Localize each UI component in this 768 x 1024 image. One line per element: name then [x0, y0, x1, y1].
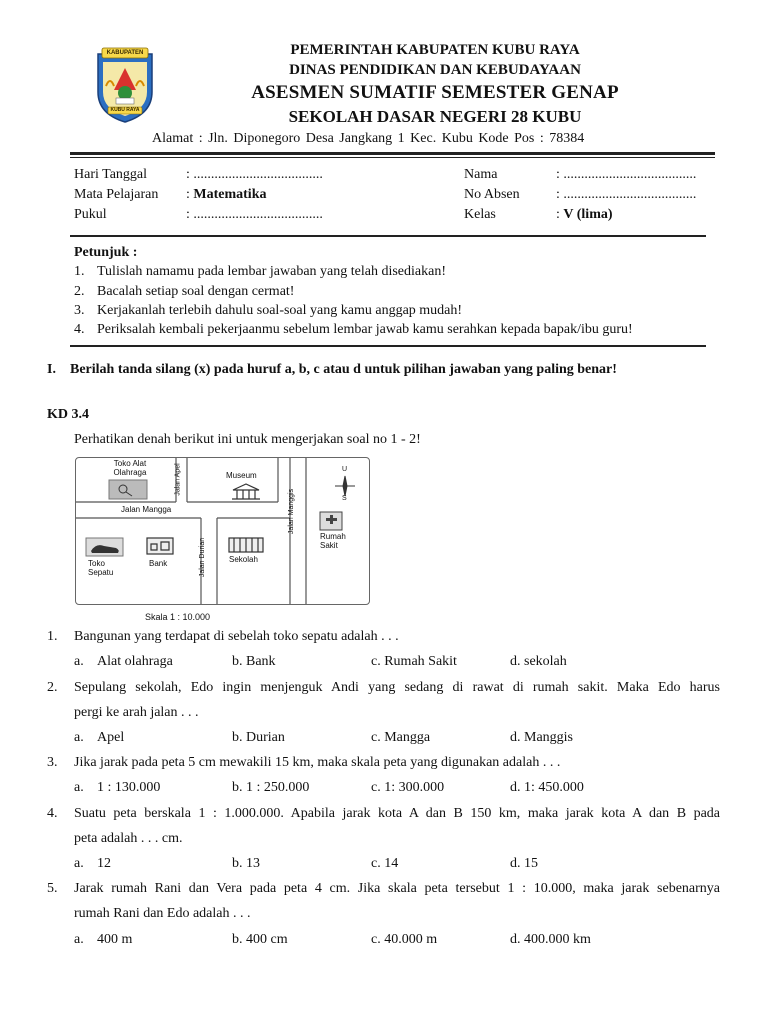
petunjuk-title: Petunjuk :	[74, 245, 138, 260]
map-label-sekolah: Sekolah	[229, 555, 258, 564]
option-text: 400 m	[97, 932, 133, 947]
option-b[interactable]: b. 1 : 250.000	[232, 780, 310, 795]
option-c[interactable]: c. 1: 300.000	[371, 780, 445, 795]
museum-icon	[232, 484, 260, 499]
map-label-toko-sepatu: Toko Sepatu	[88, 559, 114, 577]
map-intro: Perhatikan denah berikut ini untuk mengerjakan soal no 1 - 2!	[74, 432, 421, 447]
question-number: 5.	[47, 881, 58, 896]
compass-icon	[335, 476, 355, 496]
map-roads	[76, 458, 369, 604]
option-letter[interactable]: a.	[74, 654, 84, 669]
compass-label-s: S	[342, 495, 347, 502]
mapel-label: Mata Pelajaran	[74, 187, 159, 202]
header-divider-thick	[70, 152, 715, 155]
question-text: Sepulang sekolah, Edo ingin menjenguk Andi yang sedang di rawat di rumah sakit. Maka Edo harus	[74, 680, 720, 695]
header-government: PEMERINTAH KABUPATEN KUBU RAYA	[290, 42, 580, 58]
option-d[interactable]: d. sekolah	[510, 654, 567, 669]
option-b[interactable]: b. Durian	[232, 730, 285, 745]
hospital-icon	[320, 512, 342, 530]
sports-store-icon	[109, 480, 147, 499]
petunjuk-item: Tulislah namamu pada lembar jawaban yang telah disediakan!	[97, 264, 446, 279]
kd-label: KD 3.4	[47, 407, 89, 422]
map-scale: Skala 1 : 10.000	[145, 612, 211, 622]
petunjuk-item: Bacalah setiap soal dengan cermat!	[97, 284, 295, 299]
option-letter[interactable]: a.	[74, 932, 84, 947]
option-letter[interactable]: a.	[74, 730, 84, 745]
nama-field[interactable]: : ......................................	[556, 167, 697, 182]
option-c[interactable]: c. Mangga	[371, 730, 431, 745]
header-divider-thin	[70, 157, 715, 158]
kelas-label: Kelas	[464, 207, 496, 222]
question-text: Bangunan yang terdapat di sebelah toko sepatu adalah . . .	[74, 629, 399, 644]
question-text: Jarak rumah Rani dan Vera pada peta 4 cm. Jika skala peta tersebut 1 : 10.000, maka jarak sebenarnya	[74, 881, 720, 896]
map-label-jalan-manggis: Jalan Manggis	[288, 488, 296, 535]
kelas-class: V (lima)	[563, 207, 613, 222]
map-label-museum: Museum	[226, 471, 257, 480]
petunjuk-num: 4.	[74, 322, 85, 337]
map-label-toko-alat: Toko Alat Olahraga	[113, 459, 147, 477]
pukul-label: Pukul	[74, 207, 107, 222]
map-label-jalan-durian: Jalan Durian	[199, 537, 207, 578]
option-text: Apel	[97, 730, 125, 745]
header-address: Alamat : Jln. Diponegoro Desa Jangkang 1 Kec. Kubu Kode Pos : 78384	[152, 131, 585, 146]
logo-banner-text: KABUPATEN	[106, 50, 144, 56]
section-instruction: Berilah tanda silang (x) pada huruf a, b, c atau d untuk pilihan jawaban yang paling benar!	[70, 362, 617, 377]
option-d[interactable]: d. Manggis	[510, 730, 573, 745]
absen-label: No Absen	[464, 187, 520, 202]
header-department: DINAS PENDIDIKAN DAN KEBUDAYAAN	[289, 62, 581, 78]
header-title: ASESMEN SUMATIF SEMESTER GENAP	[251, 82, 619, 103]
hari-field[interactable]: : .....................................	[186, 167, 323, 182]
header-school: SEKOLAH DASAR NEGERI 28 KUBU	[288, 107, 582, 126]
nama-label: Nama	[464, 167, 498, 182]
option-b[interactable]: b. 13	[232, 856, 260, 871]
bank-icon	[147, 538, 173, 554]
option-b[interactable]: b. Bank	[232, 654, 276, 669]
option-text: Alat olahraga	[97, 654, 173, 669]
district-logo	[94, 46, 156, 124]
mapel-value: : Matematika	[186, 187, 267, 202]
map-label-jalan-apel: Jalan Apel	[174, 463, 182, 496]
option-text: 1 : 130.000	[97, 780, 161, 795]
option-letter[interactable]: a.	[74, 780, 84, 795]
shoe-store-icon	[86, 538, 123, 556]
option-letter[interactable]: a.	[74, 856, 84, 871]
absen-field[interactable]: : ......................................	[556, 187, 697, 202]
option-c[interactable]: c. 14	[371, 856, 399, 871]
map-label-bank: Bank	[149, 559, 168, 568]
mapel-subject: Matematika	[193, 187, 267, 202]
petunjuk-num: 1.	[74, 264, 85, 279]
petunjuk-item: Periksalah kembali pekerjaanmu sebelum lembar jawab kamu serahkan kepada bapak/ibu guru!	[97, 322, 633, 337]
petunjuk-num: 2.	[74, 284, 85, 299]
map-label-jalan-mangga: Jalan Mangga	[121, 505, 172, 514]
school-icon	[229, 538, 263, 552]
question-number: 3.	[47, 755, 58, 770]
area-map	[75, 457, 370, 605]
option-d[interactable]: d. 400.000 km	[510, 932, 591, 947]
question-text: Jika jarak pada peta 5 cm mewakili 15 km, maka skala peta yang digunakan adalah . . .	[74, 755, 561, 770]
petunjuk-item: Kerjakanlah terlebih dahulu soal-soal yang kamu anggap mudah!	[97, 303, 463, 318]
option-c[interactable]: c. Rumah Sakit	[371, 654, 457, 669]
question-text: Suatu peta berskala 1 : 1.000.000. Apabila jarak kota A dan B 150 km, maka jarak kota A dan B pada	[74, 806, 720, 821]
question-text-cont: rumah Rani dan Edo adalah . . .	[74, 906, 251, 921]
question-text-cont: pergi ke arah jalan . . .	[74, 705, 199, 720]
pukul-field[interactable]: : .....................................	[186, 207, 323, 222]
option-c[interactable]: c. 40.000 m	[371, 932, 438, 947]
logo-bottom-text: KUBU RAYA	[110, 107, 140, 113]
question-number: 1.	[47, 629, 58, 644]
hari-label: Hari Tanggal	[74, 167, 148, 182]
kelas-value: : V (lima)	[556, 207, 613, 222]
option-d[interactable]: d. 15	[510, 856, 538, 871]
petunjuk-num: 3.	[74, 303, 85, 318]
map-label-rumah-sakit: Rumah Sakit	[320, 532, 346, 550]
option-d[interactable]: d. 1: 450.000	[510, 780, 584, 795]
petunjuk-divider	[70, 345, 706, 347]
compass-label-u: U	[342, 466, 348, 473]
question-number: 4.	[47, 806, 58, 821]
question-number: 2.	[47, 680, 58, 695]
section-number: I.	[47, 362, 56, 377]
option-text: 12	[97, 856, 111, 871]
option-b[interactable]: b. 400 cm	[232, 932, 288, 947]
identity-divider	[70, 235, 706, 237]
question-text-cont: peta adalah . . . cm.	[74, 831, 183, 846]
